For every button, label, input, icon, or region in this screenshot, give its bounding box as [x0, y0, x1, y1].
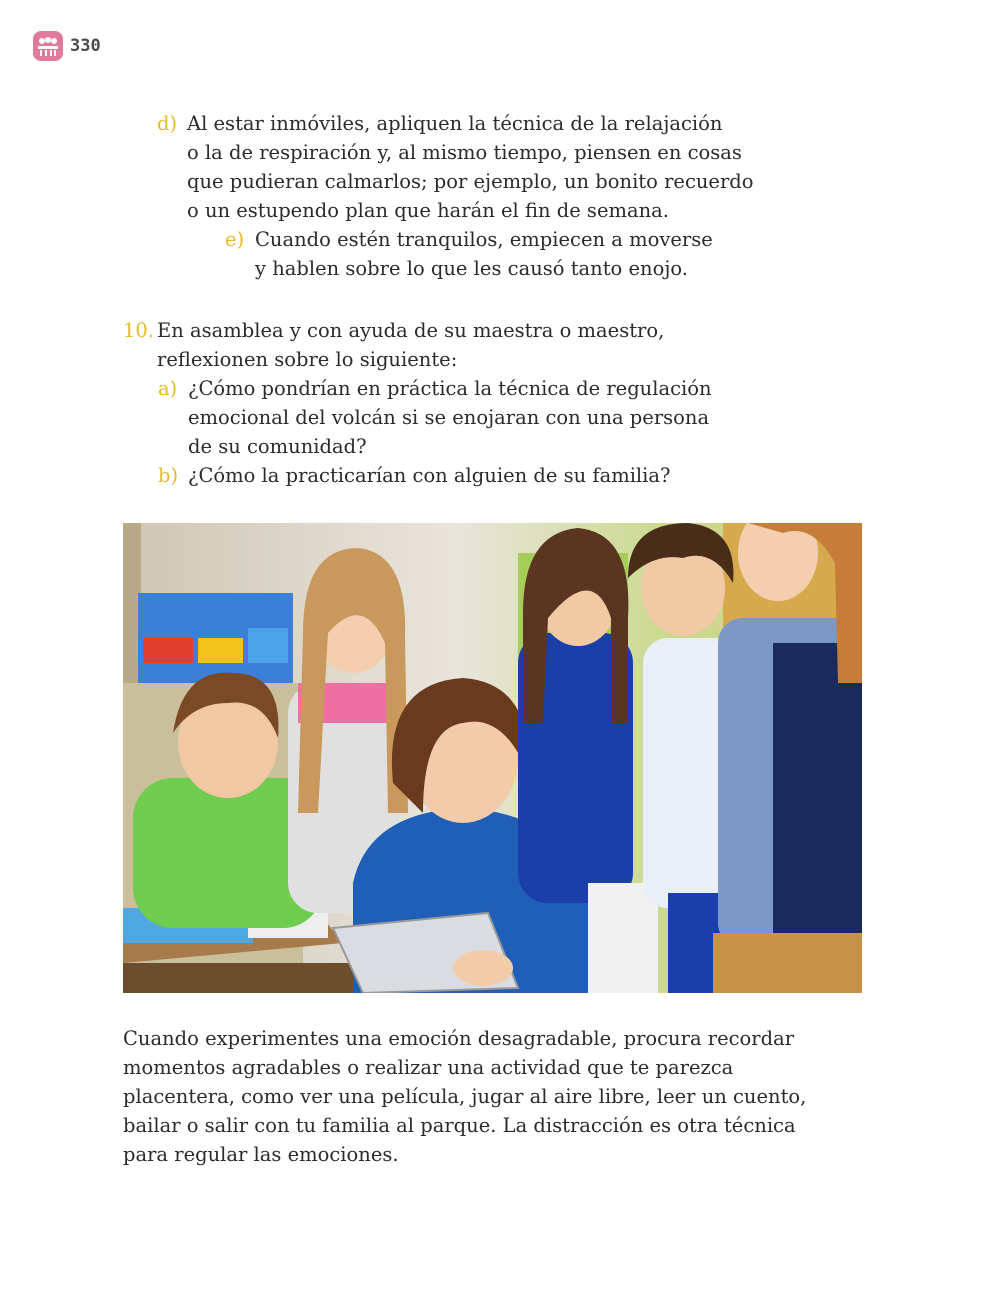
page-number: 330	[70, 36, 101, 56]
step-e-marker: e)	[225, 228, 245, 251]
question-10-marker: 10.	[123, 319, 155, 342]
question-10-b-line: ¿Cómo la practicarían con alguien de su familia?	[188, 464, 671, 487]
step-e-line: Cuando estén tranquilos, empiecen a moverse	[255, 228, 713, 251]
step-d-line: Al estar inmóviles, apliquen la técnica de la relajación	[187, 112, 723, 135]
classroom-illustration	[123, 523, 862, 993]
closing-line: para regular las emociones.	[123, 1143, 399, 1166]
step-d	[157, 109, 777, 225]
classroom-photo	[123, 523, 862, 993]
question-10-a-line: ¿Cómo pondrían en práctica la técnica de regulación	[188, 377, 712, 400]
question-10-line: reflexionen sobre lo siguiente:	[157, 348, 458, 371]
classroom-icon	[33, 31, 63, 61]
step-d-line: o un estupendo plan que harán el fin de semana.	[187, 199, 669, 222]
step-e-line: y hablen sobre lo que les causó tanto enojo.	[255, 257, 688, 280]
step-d-marker: d)	[157, 112, 178, 135]
question-10-line: En asamblea y con ayuda de su maestra o maestro,	[157, 319, 665, 342]
step-e	[225, 225, 745, 283]
question-10-b	[158, 461, 763, 490]
step-d-line: que pudieran calmarlos; por ejemplo, un bonito recuerdo	[187, 170, 754, 193]
closing-line: placentera, como ver una película, jugar al aire libre, leer un cuento,	[123, 1085, 807, 1108]
page-header	[33, 31, 101, 61]
closing-line: bailar o salir con tu familia al parque. La distracción es otra técnica	[123, 1114, 796, 1137]
closing-paragraph	[123, 1024, 823, 1169]
question-10-a	[158, 374, 763, 461]
step-d-line: o la de respiración y, al mismo tiempo, piensen en cosas	[187, 141, 742, 164]
question-10-a-line: de su comunidad?	[188, 435, 367, 458]
question-10-a-marker: a)	[158, 377, 178, 400]
closing-line: Cuando experimentes una emoción desagradable, procura recordar	[123, 1027, 795, 1050]
question-10-a-line: emocional del volcán si se enojaran con una persona	[188, 406, 710, 429]
closing-line: momentos agradables o realizar una actividad que te parezca	[123, 1056, 734, 1079]
question-10-b-marker: b)	[158, 464, 179, 487]
question-10	[123, 316, 763, 490]
